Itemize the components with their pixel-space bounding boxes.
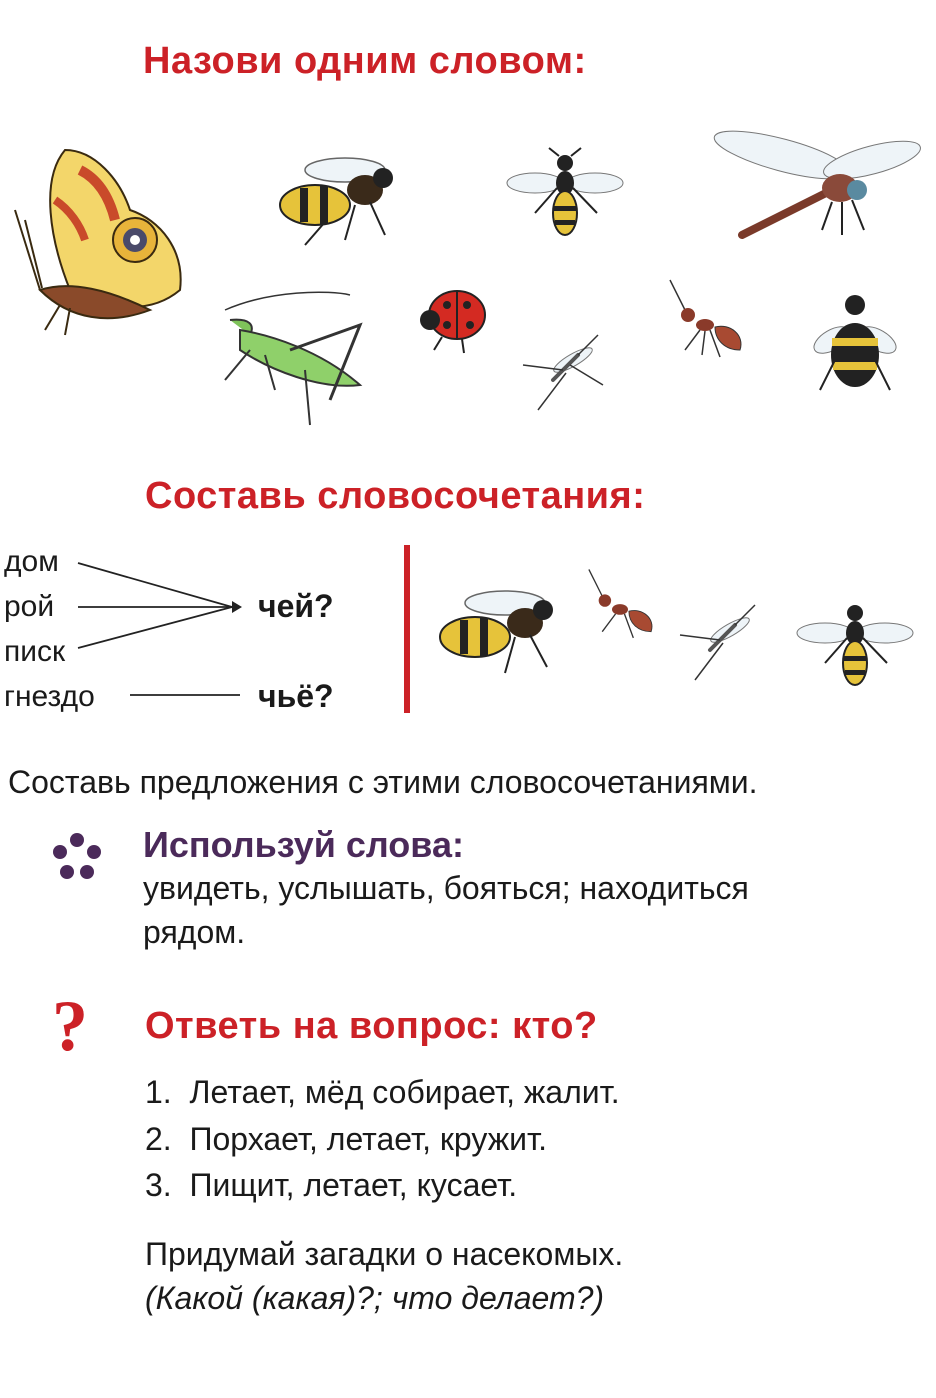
word-item: гнездо [4,680,95,713]
divider [404,545,410,713]
question-mark-icon: ? [52,986,88,1066]
ladybug-icon [412,275,492,355]
bumblebee-icon [810,290,900,400]
list-item-text: Порхает, летает, кружит. [189,1121,547,1157]
riddle-hint: (Какой (какая)?; что делает?) [145,1280,605,1316]
list-item [145,1163,517,1207]
list-item [145,1070,620,1114]
instruction-text: Составь предложения с этими словосочетаниями. [8,764,758,800]
grasshopper-icon [210,290,380,430]
mosquito-icon [518,325,608,415]
ant-icon [660,275,750,365]
section-title-use-words: Используй слова: [143,824,464,865]
word-list-line: рядом. [143,914,246,950]
section-title-make-phrases: Составь словосочетания: [145,475,646,517]
butterfly-icon [10,140,190,340]
flower-icon [52,832,102,882]
list-item-text: Пищит, летает, кусает. [189,1167,518,1203]
wasp-icon [425,585,565,685]
wasp-top-icon [505,148,625,248]
word-item: писк [4,635,66,668]
word-item: рой [4,590,55,623]
section-title-answer-question: Ответь на вопрос: кто? [145,1005,598,1047]
question-whose-m: чей? [258,588,334,624]
question-whose-n: чьё? [258,678,334,714]
list-item-number: 2. [145,1121,172,1157]
mosquito-icon [675,595,765,685]
list-item-number: 1. [145,1074,172,1110]
list-item-number: 3. [145,1167,172,1203]
dragonfly-icon [712,130,922,240]
section-title-name-one-word: Назови одним словом: [143,40,587,82]
wasp-icon [265,150,405,250]
list-item-text: Летает, мёд собирает, жалит. [189,1074,620,1110]
riddle-instruction: Придумай загадки о насекомых. [145,1236,624,1272]
wasp-top-icon [795,598,915,698]
list-item [145,1117,547,1161]
ant-icon [580,560,660,650]
word-list-line: увидеть, услышать, бояться; находиться [143,870,749,906]
word-item: дом [4,545,59,578]
